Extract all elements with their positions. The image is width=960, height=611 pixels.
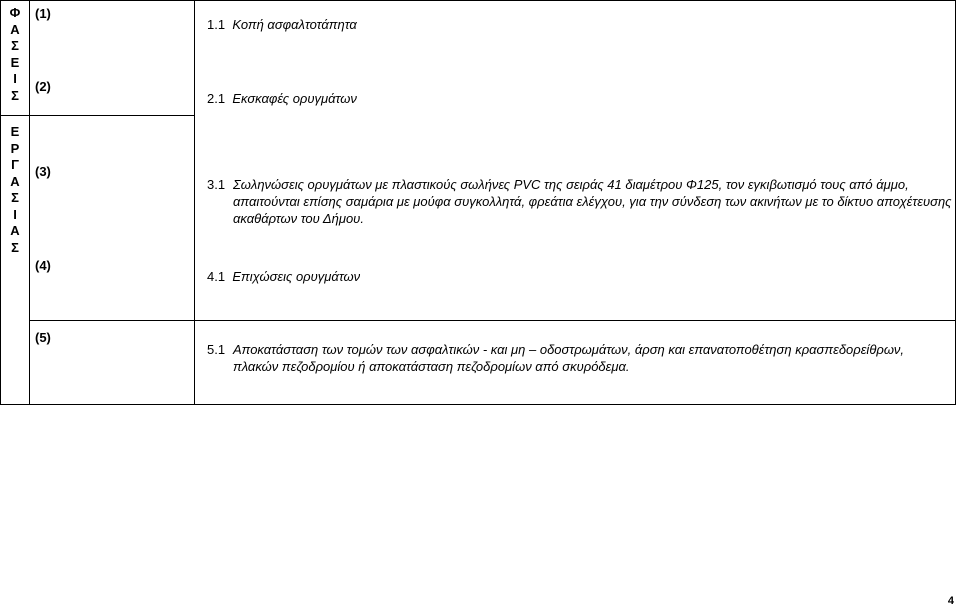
column-divider: [194, 0, 195, 405]
page-number: 4: [947, 595, 954, 607]
item-text: Σωληνώσεις ορυγμάτων με πλαστικούς σωλήνες PVC της σειράς 41 διαμέτρου Φ125, τον εγκιβωτισμό τους από άμμο, απαιτούνται επίσης σαμάρια με μούφα συγκολλητά, φρεάτια ελέγχου, για την σύνδεση των ακινήτων με το δίκτυο αποχέτευσης ακαθάρτων του Δήμου.: [233, 177, 952, 226]
item-code: 3.1: [207, 177, 226, 192]
row-number: (2): [35, 79, 51, 94]
item-text: Επιχώσεις ορυγμάτων: [232, 269, 361, 284]
item-code: 1.1: [207, 17, 226, 32]
phase-label-top: Φ Α Σ Ε Ι Σ: [9, 5, 21, 103]
phase-label-bottom: Ε Ρ Γ Α Σ Ι Α Σ: [10, 124, 20, 255]
row-number: (3): [35, 164, 51, 179]
item-code: 4.1: [207, 269, 226, 284]
work-item: [207, 176, 952, 227]
column-divider: [29, 0, 30, 405]
item-text: Αποκατάσταση των τομών των ασφαλτικών - και μη – οδοστρωμάτων, άρση και επανατοποθέτηση κρασπεδορείθρων, πλακών πεζοδρομίου ή αποκατάσταση πεζοδρομίων από σκυρόδεμα.: [233, 342, 905, 374]
item-code: 2.1: [207, 91, 226, 106]
item-code: 5.1: [207, 342, 226, 357]
row-divider: [0, 115, 194, 116]
row-number: (5): [35, 330, 51, 345]
row-number: (4): [35, 258, 51, 273]
item-text: Εκσκαφές ορυγμάτων: [232, 91, 357, 106]
work-item: [207, 90, 947, 107]
work-item: [207, 268, 947, 285]
item-text: Κοπή ασφαλτοτάπητα: [232, 17, 357, 32]
row-divider: [29, 320, 956, 321]
work-item: [207, 16, 947, 33]
work-item: [207, 341, 952, 375]
row-number: (1): [35, 6, 51, 21]
